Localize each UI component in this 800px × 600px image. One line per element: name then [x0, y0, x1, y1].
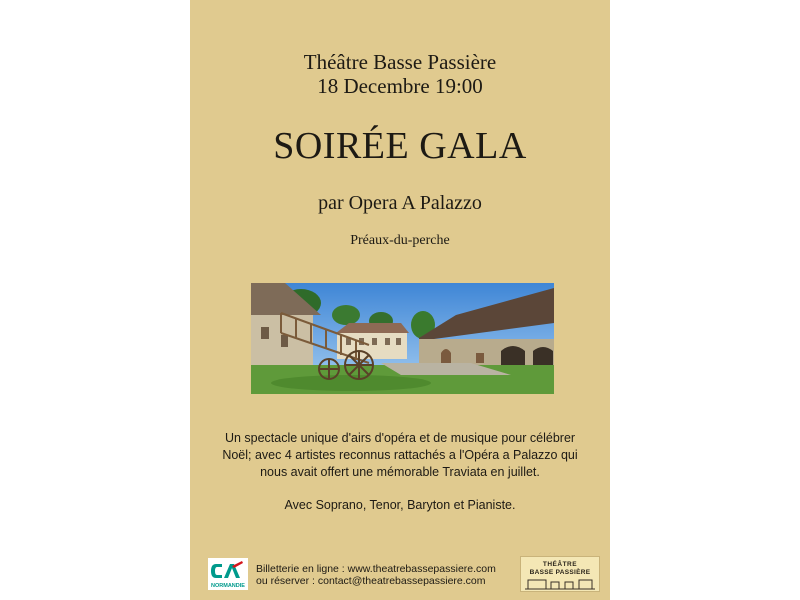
credit-agricole-logo: [208, 558, 248, 590]
ticket-website[interactable]: Billetterie en ligne : www.theatrebassepassiere.com: [256, 563, 496, 575]
event-location: Préaux-du-perche: [350, 233, 450, 248]
ca-region-label: NORMANDIE: [211, 583, 245, 589]
event-description: Un spectacle unique d'airs d'opéra et de musique pour célébrer Noël; avec 4 artistes reconnus rattachés a l'Opéra a Palazzo qui nous avait offert une mémorable Traviata en juillet.: [222, 431, 578, 479]
theatre-logo-line2: BASSE PASSIÈRE: [529, 569, 591, 576]
cast-list: Avec Soprano, Tenor, Baryton et Pianiste.: [284, 498, 516, 512]
theatre-logo: [520, 556, 600, 592]
contact-email[interactable]: ou réserver : contact@theatrebassepassiere.com: [256, 575, 486, 587]
farmyard-photo: [251, 283, 554, 394]
ticket-info: [256, 563, 516, 587]
event-poster: [190, 0, 610, 600]
theatre-logo-line1: THÉÂTRE: [542, 561, 578, 568]
venue-block: [190, 50, 610, 98]
theatre-building-icon: [525, 578, 595, 590]
venue-name: Théâtre Basse Passière: [303, 50, 497, 74]
performer: par Opera A Palazzo: [318, 192, 482, 214]
event-title: SOIRÉE GALA: [273, 125, 527, 167]
event-date: 18 Decembre 19:00: [317, 74, 483, 98]
